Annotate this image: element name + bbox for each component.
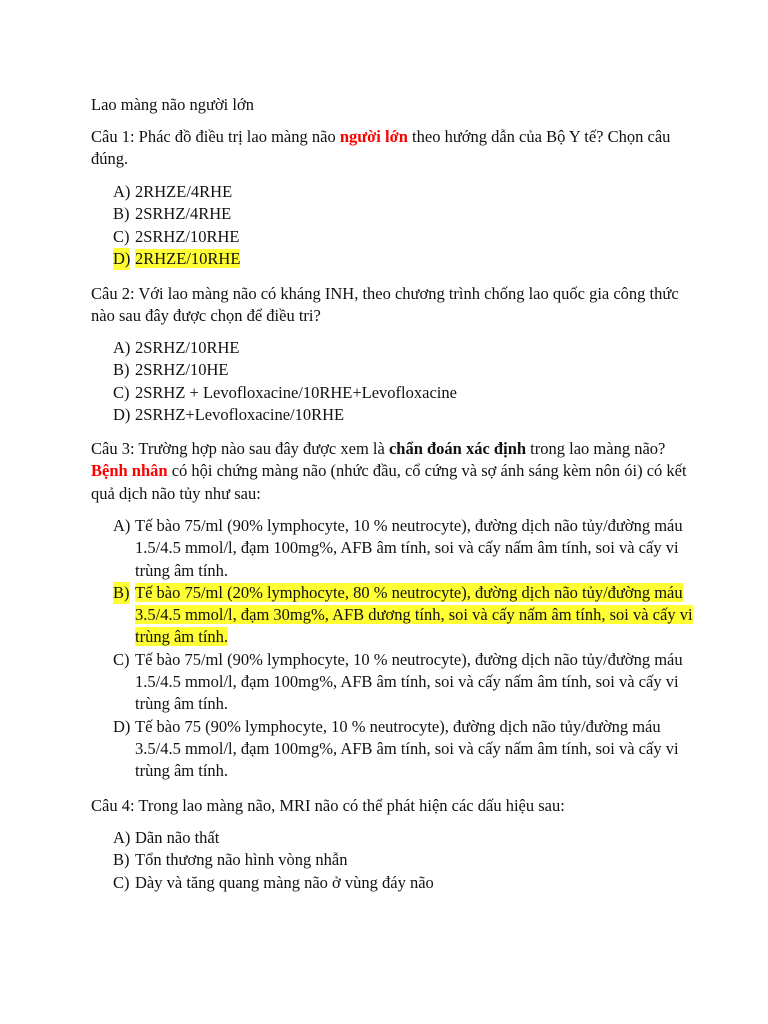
option-letter: D) <box>113 716 131 736</box>
question-3-middle: trong lao màng não? <box>526 439 666 458</box>
option-item <box>113 872 693 894</box>
option-item <box>113 849 693 871</box>
option-item <box>113 515 693 582</box>
option-item-correct <box>113 582 693 649</box>
option-letter: B) <box>113 582 130 604</box>
option-text: Dãn não thất <box>135 828 220 847</box>
option-letter: A) <box>113 828 131 847</box>
option-text: Tế bào 75 (90% lymphocyte, 10 % neutrocyte), đường dịch não tủy/đường máu 3.5/4.5 mmol/l, đạm 100mg%, AFB âm tính, soi và cấy nấm âm tính, soi và cấy vi trùng âm tính. <box>135 716 679 781</box>
option-text: 2RHZE/4RHE <box>135 182 233 201</box>
option-item <box>113 404 693 426</box>
option-item-correct <box>113 248 693 270</box>
question-4-text: Câu 4: Trong lao màng não, MRI não có thể phát hiện các dấu hiệu sau: <box>91 796 565 815</box>
option-item <box>113 359 693 381</box>
option-text: 2SRHZ + Levofloxacine/10RHE+Levofloxacine <box>135 382 457 402</box>
option-letter: B) <box>113 360 130 380</box>
question-3-emphasis: Bệnh nhân <box>91 461 168 481</box>
option-text: 2SRHZ/10RHE <box>135 338 240 357</box>
option-letter: C) <box>113 649 130 669</box>
option-letter: B) <box>113 850 130 870</box>
option-text: Tế bào 75/ml (90% lymphocyte, 10 % neutrocyte), đường dịch não tủy/đường máu 1.5/4.5 mmol/l, đạm 100mg%, AFB âm tính, soi và cấy nấm âm tính, soi và cấy vi trùng âm tính. <box>135 649 683 714</box>
option-letter: A) <box>113 182 131 201</box>
question-1-prefix: Câu 1: Phác đồ điều trị lao màng não <box>91 127 340 146</box>
option-text: 2SRHZ/10HE <box>135 360 229 380</box>
question-3-suffix: có hội chứng màng não (nhức đầu, cổ cứng và sợ ánh sáng kèm nôn ói) có kết quả dịch não tủy như sau: <box>91 461 687 503</box>
question-3-prefix: Câu 3: Trường hợp nào sau đây được xem là <box>91 439 389 458</box>
option-letter: C) <box>113 226 130 246</box>
question-1-emphasis: người lớn <box>339 127 408 146</box>
option-item <box>113 716 693 783</box>
option-letter: C) <box>113 872 130 892</box>
option-text: Dày và tăng quang màng não ở vùng đáy não <box>135 872 434 892</box>
option-text: Tế bào 75/ml (90% lymphocyte, 10 % neutrocyte), đường dịch não tủy/đường máu 1.5/4.5 mmol/l, đạm 100mg%, AFB âm tính, soi và cấy nấm âm tính, soi và cấy vi trùng âm tính. <box>135 516 683 580</box>
question-3-text <box>91 438 691 505</box>
option-text-highlighted: 2RHZE/10RHE <box>135 248 241 268</box>
option-letter: A) <box>113 516 131 535</box>
option-item <box>113 181 693 203</box>
option-letter: C) <box>113 382 130 402</box>
option-text: Tổn thương não hình vòng nhẫn <box>135 850 348 870</box>
option-text: 2SRHZ/10RHE <box>135 226 240 246</box>
option-item <box>113 337 693 359</box>
option-letter: A) <box>113 338 131 357</box>
question-1-text <box>91 126 691 171</box>
question-3-bold: chẩn đoán xác định <box>388 439 527 458</box>
option-letter: D) <box>113 404 131 424</box>
option-item <box>113 226 693 248</box>
question-3-options <box>113 515 693 783</box>
option-item <box>113 203 693 225</box>
document-title: Lao màng não người lớn <box>91 95 254 114</box>
option-letter: B) <box>113 204 130 224</box>
option-item <box>113 827 693 849</box>
option-letter: D) <box>113 248 130 270</box>
option-item <box>113 382 693 404</box>
question-1-suffix: theo hướng dẫn của Bộ Y tế? Chọn câu đúng. <box>91 127 671 169</box>
option-text-highlighted: Tế bào 75/ml (20% lymphocyte, 80 % neutrocyte), đường dịch não tủy/đường máu 3.5/4.5 mmol/l, đạm 30mg%, AFB dương tính, soi và cấy nấm âm tính, soi và cấy vi trùng âm tính. <box>135 582 693 647</box>
question-4-options <box>113 827 693 894</box>
option-text: 2SRHZ+Levofloxacine/10RHE <box>135 404 345 424</box>
option-text: 2SRHZ/4RHE <box>135 204 232 224</box>
question-1-options <box>113 181 693 270</box>
question-2-text: Câu 2: Với lao màng não có kháng INH, theo chương trình chống lao quốc gia công thức nào sau đây được chọn để điều tri? <box>91 284 679 326</box>
question-2-options <box>113 337 693 426</box>
option-item <box>113 649 693 716</box>
